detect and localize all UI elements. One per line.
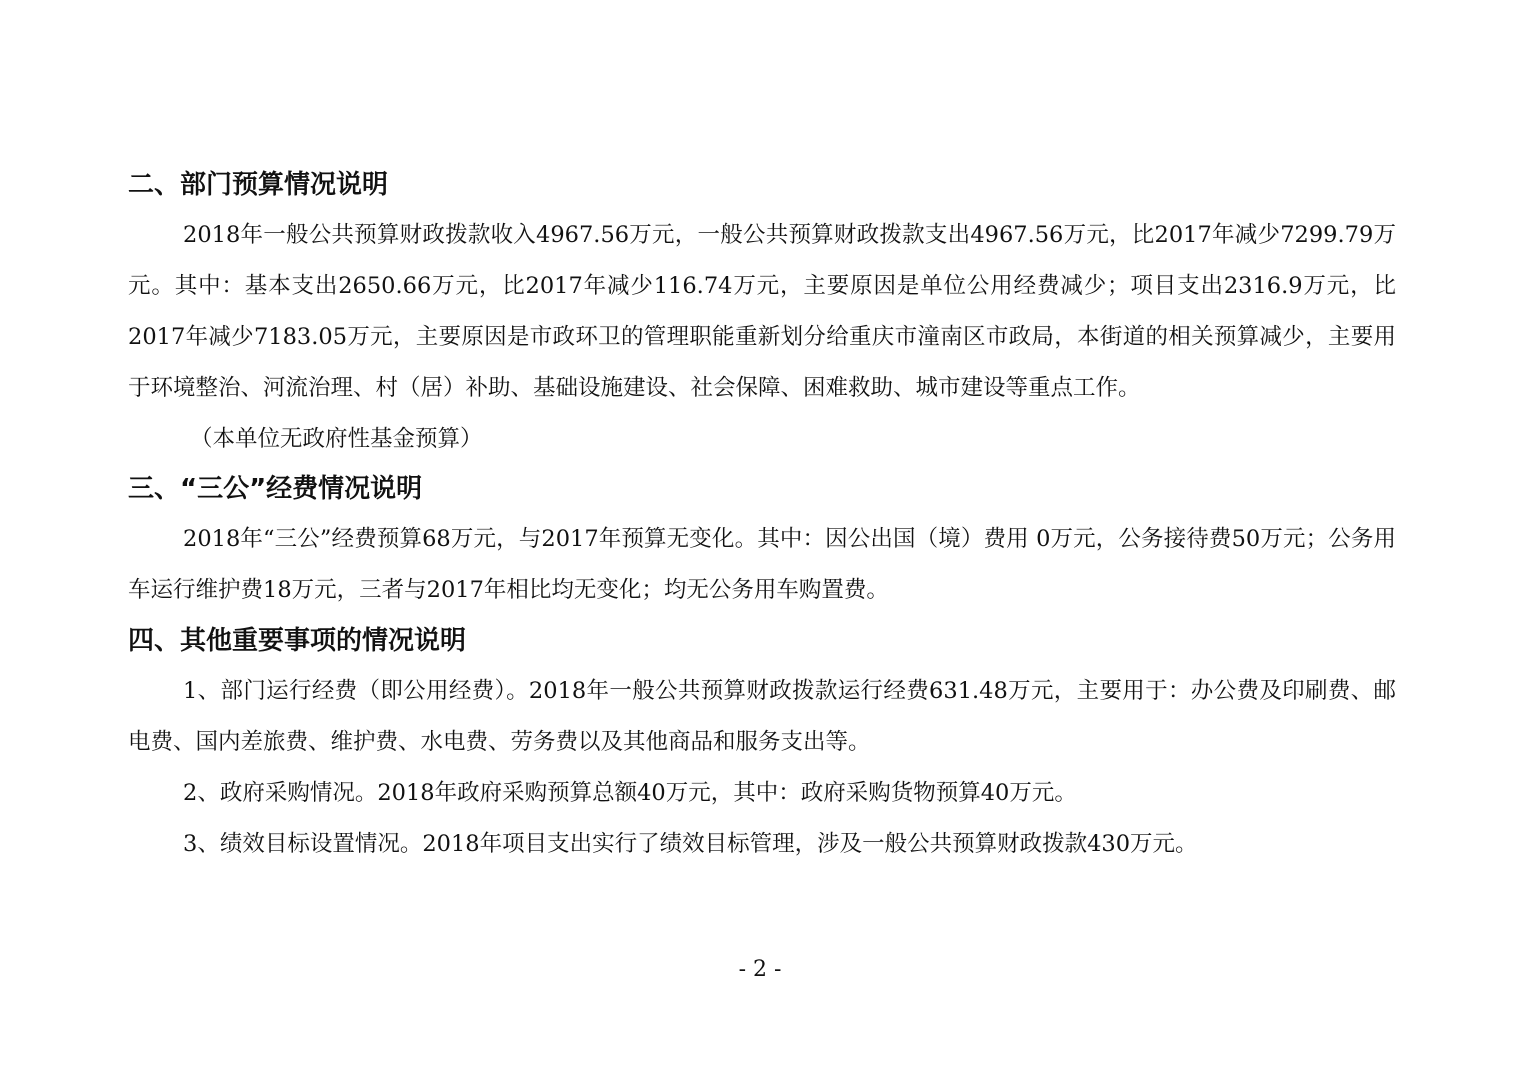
section-heading-other-matters: 四、其他重要事项的情况说明 [128, 626, 467, 656]
paragraph-performance-targets: 3、绩效目标设置情况。2018年项目支出实行了绩效目标管理，涉及一般公共预算财政拨款430万元。 [183, 831, 1198, 857]
page-number: - 2 - [738, 957, 782, 982]
paragraph-operating-expenses: 1、部门运行经费（即公用经费）。2018年一般公共预算财政拨款运行经费631.48万元，主要用于：办公费及印刷费、邮电费、国内差旅费、维护费、水电费、劳务费以及其他商品和服务支出等。 [128, 678, 1396, 755]
paragraph-government-procurement: 2、政府采购情况。2018年政府采购预算总额40万元，其中：政府采购货物预算40万元。 [183, 780, 1077, 806]
paragraph-budget-summary: 2018年一般公共预算财政拨款收入4967.56万元，一般公共预算财政拨款支出4967.56万元，比2017年减少7299.79万元。其中：基本支出2650.66万元，比2017年减少116.74万元，主要原因是单位公用经费减少；项目支出2316.9万元，比2017年减少7183.05万元，主要原因是市政环卫的管理职能重新划分给重庆市潼南区市政局，本街道的相关预算减少，主要用于环境整治、河流治理、村（居）补助、基础设施建设、社会保障、困难救助、城市建设等重点工作。 [128, 222, 1396, 401]
section-heading-department-budget: 二、部门预算情况说明 [128, 170, 389, 200]
document-body [128, 160, 1396, 870]
note-no-government-fund: （本单位无政府性基金预算） [190, 426, 483, 452]
section-heading-three-public-expenses: 三、“三公”经费情况说明 [128, 474, 423, 504]
paragraph-three-public-expenses: 2018年“三公”经费预算68万元，与2017年预算无变化。其中：因公出国（境）费用 0万元，公务接待费50万元；公务用车运行维护费18万元，三者与2017年相比均无变化；均无公务用车购置费。 [128, 526, 1396, 603]
